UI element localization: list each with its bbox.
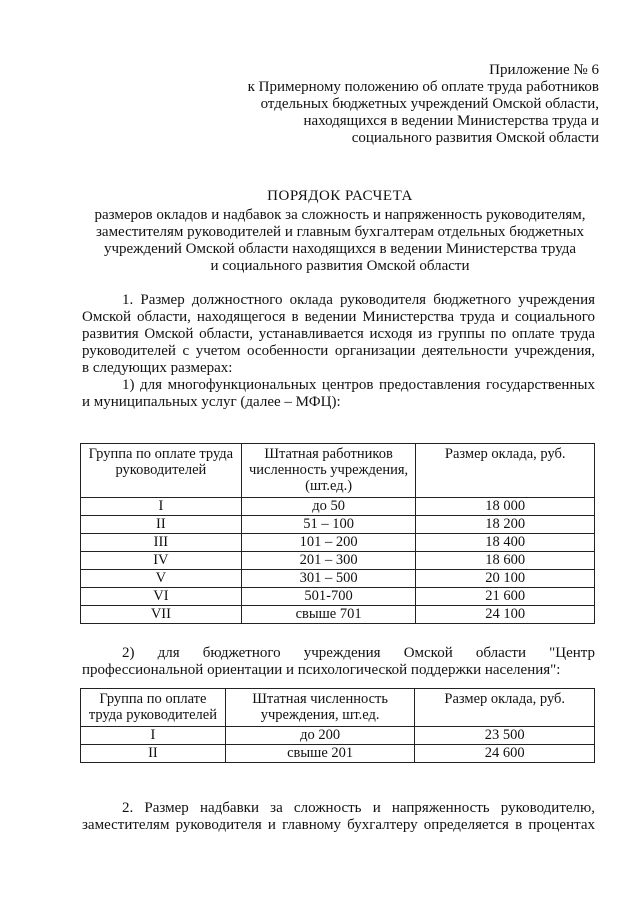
document-title xyxy=(60,188,620,275)
table-cell: II xyxy=(81,516,242,534)
table-row xyxy=(81,588,595,606)
section-1-paragraph xyxy=(82,292,595,411)
table-row xyxy=(81,552,595,570)
table-row xyxy=(81,516,595,534)
table-row xyxy=(81,745,595,763)
table-cell: 20 100 xyxy=(416,570,595,588)
paragraph-line: и муниципальных услуг (далее – МФЦ): xyxy=(82,394,341,410)
table-cell: свыше 201 xyxy=(225,745,415,763)
table-row xyxy=(81,570,595,588)
paragraph-line: в следующих размерах: xyxy=(82,360,233,376)
table-cell: IV xyxy=(81,552,242,570)
title-line: учреждений Омской области находящихся в ведении Министерства труда xyxy=(103,241,577,257)
table-cell: до 50 xyxy=(241,498,416,516)
table-cell: 21 600 xyxy=(416,588,595,606)
column-header-staff: Штатная работников численность учреждения, (шт.ед.) xyxy=(241,444,416,498)
paragraph-line: развития Омской области, устанавливается исходя из группы по оплате труда xyxy=(82,326,595,342)
table-cell: II xyxy=(81,745,226,763)
table-cell: VI xyxy=(81,588,242,606)
table-cell: 501-700 xyxy=(241,588,416,606)
column-header-salary: Размер оклада, руб. xyxy=(416,444,595,498)
table-row xyxy=(81,498,595,516)
column-header-staff: Штатная численность учреждения, шт.ед. xyxy=(225,689,415,727)
salary-table-center xyxy=(80,688,595,763)
table-row xyxy=(81,606,595,624)
table-cell: 18 000 xyxy=(416,498,595,516)
table-cell: VII xyxy=(81,606,242,624)
column-header-group: Группа по оплате труда руководителей xyxy=(81,444,242,498)
paragraph-line: профессиональной ориентации и психологической поддержки населения": xyxy=(82,662,561,678)
table-cell: 201 – 300 xyxy=(241,552,416,570)
table-cell: 18 400 xyxy=(416,534,595,552)
table-cell: 51 – 100 xyxy=(241,516,416,534)
table-cell: 24 600 xyxy=(415,745,595,763)
table-cell: I xyxy=(81,498,242,516)
table-cell: 101 – 200 xyxy=(241,534,416,552)
table-cell: до 200 xyxy=(225,727,415,745)
table-cell: V xyxy=(81,570,242,588)
paragraph-line: руководителей с учетом особенности организации деятельности учреждения, xyxy=(82,343,595,359)
item-2-paragraph xyxy=(82,645,595,679)
paragraph-line: 1. Размер должностного оклада руководителя бюджетного учреждения xyxy=(122,292,595,308)
title-heading: ПОРЯДОК РАСЧЕТА xyxy=(267,188,413,204)
paragraph-line: 1) для многофункциональных центров предоставления государственных xyxy=(122,377,595,393)
paragraph-line: Омской области, находящегося в ведении Министерства труда и социального xyxy=(82,309,595,325)
column-header-salary: Размер оклада, руб. xyxy=(415,689,595,727)
table-row xyxy=(81,727,595,745)
table-cell: 18 200 xyxy=(416,516,595,534)
table-cell: 301 – 500 xyxy=(241,570,416,588)
paragraph-line: 2) для бюджетного учреждения Омской области "Центр xyxy=(122,645,595,661)
paragraph-line: заместителям руководителя и главному бухгалтеру определяется в процентах xyxy=(82,817,595,833)
table-cell: свыше 701 xyxy=(241,606,416,624)
appendix-line: к Примерному положению об оплате труда работников xyxy=(247,79,599,95)
table-cell: III xyxy=(81,534,242,552)
table-cell: 18 600 xyxy=(416,552,595,570)
appendix-line: социального развития Омской области xyxy=(351,130,599,146)
salary-table-mfc xyxy=(80,443,595,624)
table-header-row xyxy=(81,689,595,727)
appendix-line: Приложение № 6 xyxy=(489,62,599,78)
appendix-line: отдельных бюджетных учреждений Омской области, xyxy=(260,96,599,112)
table-row xyxy=(81,534,595,552)
title-line: заместителям руководителей и главным бухгалтерам отдельных бюджетных xyxy=(95,224,585,240)
title-line: и социального развития Омской области xyxy=(210,258,470,274)
paragraph-line: 2. Размер надбавки за сложность и напряженность руководителю, xyxy=(122,800,595,816)
table-cell: 23 500 xyxy=(415,727,595,745)
appendix-reference xyxy=(179,62,599,147)
title-line: размеров окладов и надбавок за сложность и напряженность руководителям, xyxy=(94,207,586,223)
table-cell: 24 100 xyxy=(416,606,595,624)
column-header-group: Группа по оплате труда руководителей xyxy=(81,689,226,727)
section-2-paragraph xyxy=(82,800,595,834)
table-cell: I xyxy=(81,727,226,745)
appendix-line: находящихся в ведении Министерства труда и xyxy=(303,113,599,129)
table-header-row xyxy=(81,444,595,498)
